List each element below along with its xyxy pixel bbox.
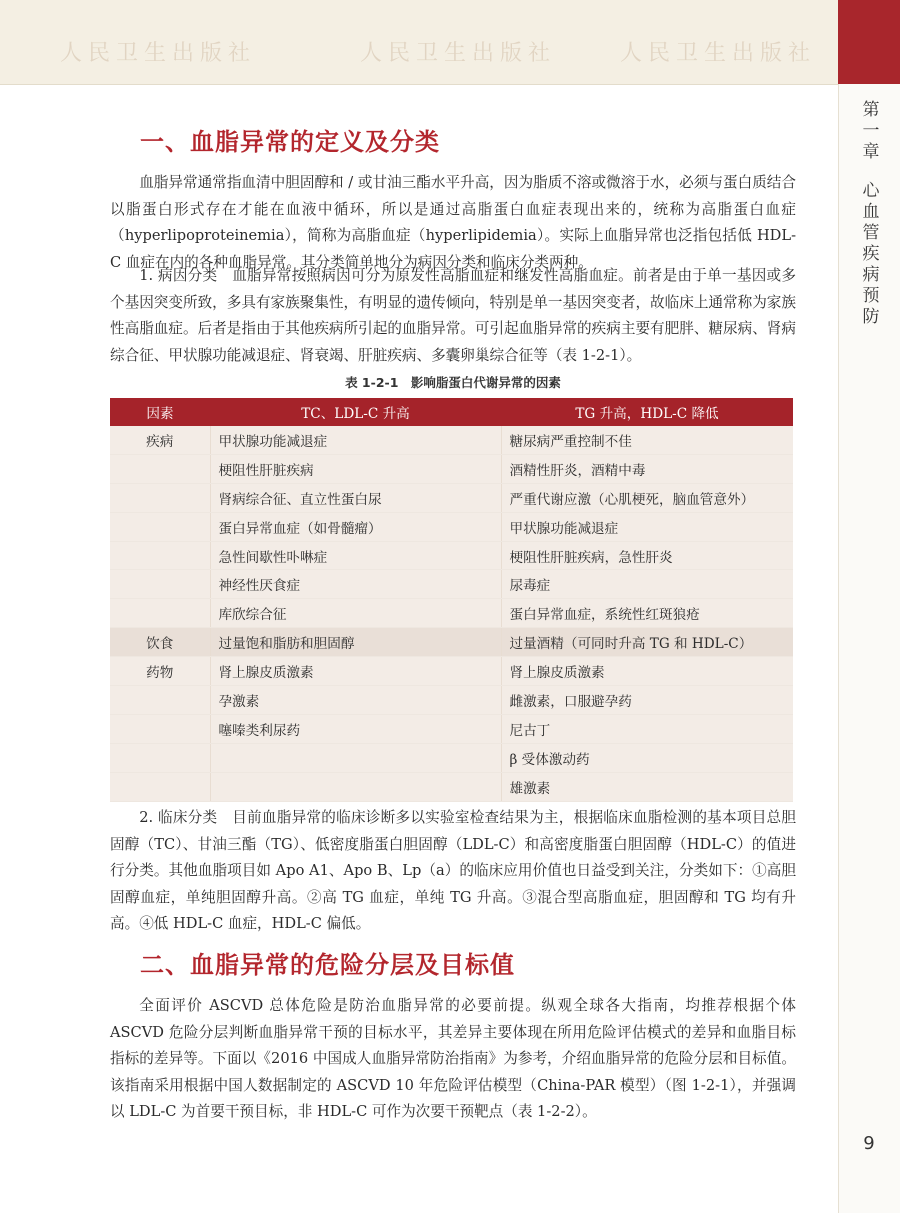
table-cell: 尿毒症 [501,570,793,599]
table-cell [110,512,210,541]
section-heading: 二、血脂异常的危险分层及目标值 [140,951,515,979]
table-cell: 尼古丁 [501,714,793,743]
table-cell: 肾上腺皮质激素 [501,657,793,686]
factors-table [110,398,793,802]
table-cell: 孕激素 [210,686,501,715]
table-header: TC、LDL-C 升高 [210,398,501,426]
table-cell: 饮食 [110,628,210,657]
table-cell: 酒精性肝炎，酒精中毒 [501,454,793,483]
table-row [110,541,793,570]
table-cell [210,743,501,772]
table-header: TG 升高，HDL-C 降低 [501,398,793,426]
table-cell [110,570,210,599]
table-header-row [110,398,793,426]
table-header: 因素 [110,398,210,426]
table-cell: 梗阻性肝脏疾病，急性肝炎 [501,541,793,570]
watermark-text: 人民卫生出版社 [60,41,257,66]
chapter-char: 第 [862,100,880,120]
table-cell: 过量酒精（可同时升高 TG 和 HDL-C） [501,628,793,657]
table-cell [110,743,210,772]
table-cell: 甲状腺功能减退症 [210,426,501,454]
chapter-title-char: 防 [862,307,880,327]
table-caption: 表 1-2-1 影响脂蛋白代谢异常的因素 [345,375,561,390]
table-cell: 肾上腺皮质激素 [210,657,501,686]
table-row [110,570,793,599]
table-row [110,657,793,686]
table-row [110,772,793,801]
table-cell: 雄激素 [501,772,793,801]
table-cell: 神经性厌食症 [210,570,501,599]
paragraph: 血脂异常通常指血清中胆固醇和 / 或甘油三酯水平升高，因为脂质不溶或微溶于水，必须与蛋白质结合以脂蛋白形式存在才能在血液中循环，所以是通过高脂蛋白血症表现出来的，统称为高脂蛋白血症（hyperlipoproteinemia），简称为高脂血症（hyperlipidemia）。实际上血脂异常也泛指包括低 HDL-C 血症在内的各种血脂异常。其分类简单地分为病因分类和临床分类两种。 [110,174,796,271]
table-row [110,714,793,743]
paragraph: 全面评价 ASCVD 总体危险是防治血脂异常的必要前提。纵观全球各大指南，均推荐根据个体 ASCVD 危险分层判断血脂异常干预的目标水平，其差异主要体现在所用危险评估模式的差异和血脂目标指标的差异等。下面以《2016 中国成人血脂异常防治指南》为参考，介绍血脂异常的危险分层和目标值。该指南采用根据中国人数据制定的 ASCVD 10 年危险评估模型（China-PAR 模型）（图 1-2-1），并强调以 LDL-C 为首要干预目标，非 HDL-C 可作为次要干预靶点（表 1-2-2）。 [110,997,796,1120]
chapter-title-char: 疾 [862,244,880,264]
page-header-band [0,0,838,85]
table-cell [110,714,210,743]
chapter-title-char: 预 [862,286,880,306]
table-cell [110,483,210,512]
chapter-color-tab [838,0,900,84]
table-row [110,599,793,628]
table-cell [110,772,210,801]
chapter-title-char: 管 [862,223,880,243]
chapter-title-char: 病 [862,265,880,285]
table-cell: 糖尿病严重控制不佳 [501,426,793,454]
table-cell: 疾病 [110,426,210,454]
watermark-text: 人民卫生出版社 [360,41,557,66]
chapter-label [858,100,884,328]
chapter-char: 章 [862,142,880,162]
table-cell: 雌激素，口服避孕药 [501,686,793,715]
chapter-char: 一 [862,121,880,141]
table-cell [110,686,210,715]
table-cell [110,454,210,483]
table-cell: 库欣综合征 [210,599,501,628]
table-cell: 急性间歇性卟啉症 [210,541,501,570]
table-row [110,743,793,772]
table-cell: 蛋白异常血症（如骨髓瘤） [210,512,501,541]
chapter-title-char: 血 [862,202,880,222]
table-row [110,628,793,657]
table-cell: 药物 [110,657,210,686]
table-cell: 梗阻性肝脏疾病 [210,454,501,483]
section-heading: 一、血脂异常的定义及分类 [140,128,440,156]
table-cell [210,772,501,801]
paragraph: 1. 病因分类 血脂异常按照病因可分为原发性高脂血症和继发性高脂血症。前者是由于单一基因或多个基因突变所致，多具有家族聚集性，有明显的遗传倾向，特别是单一基因突变者，故临床上通常称为家族性高脂血症。后者是指由于其他疾病所引起的血脂异常。可引起血脂异常的疾病主要有肥胖、糖尿病、肾病综合征、甲状腺功能减退症、肾衰竭、肝脏疾病、多囊卵巢综合征等（表 1-2-1）。 [110,267,796,364]
table-row [110,454,793,483]
table-cell [110,541,210,570]
table-row [110,686,793,715]
table-cell: 严重代谢应激（心肌梗死，脑血管意外） [501,483,793,512]
table-cell: 肾病综合征、直立性蛋白尿 [210,483,501,512]
watermark-text: 人民卫生出版社 [620,41,817,66]
table-row [110,512,793,541]
paragraph: 2. 临床分类 目前血脂异常的临床诊断多以实验室检查结果为主，根据临床血脂检测的基本项目总胆固醇（TC）、甘油三酯（TG）、低密度脂蛋白胆固醇（LDL-C）和高密度脂蛋白胆固醇（HDL-C）的值进行分类。其他血脂项目如 Apo A1、Apo B、Lp（a）的临床应用价值也日益受到关注，分类如下：①高胆固醇血症，单纯胆固醇升高。②高 TG 血症，单纯 TG 升高。③混合型高脂血症，胆固醇和 TG 均有升高。④低 HDL-C 血症，HDL-C 偏低。 [110,809,796,932]
table-cell: 噻嗪类利尿药 [210,714,501,743]
table-cell [110,599,210,628]
table-row [110,483,793,512]
table-cell: β 受体激动药 [501,743,793,772]
page-number: 9 [863,1133,875,1154]
chapter-title-char: 心 [862,181,880,201]
table-cell: 甲状腺功能减退症 [501,512,793,541]
table-cell: 过量饱和脂肪和胆固醇 [210,628,501,657]
table-cell: 蛋白异常血症，系统性红斑狼疮 [501,599,793,628]
table-row [110,426,793,454]
